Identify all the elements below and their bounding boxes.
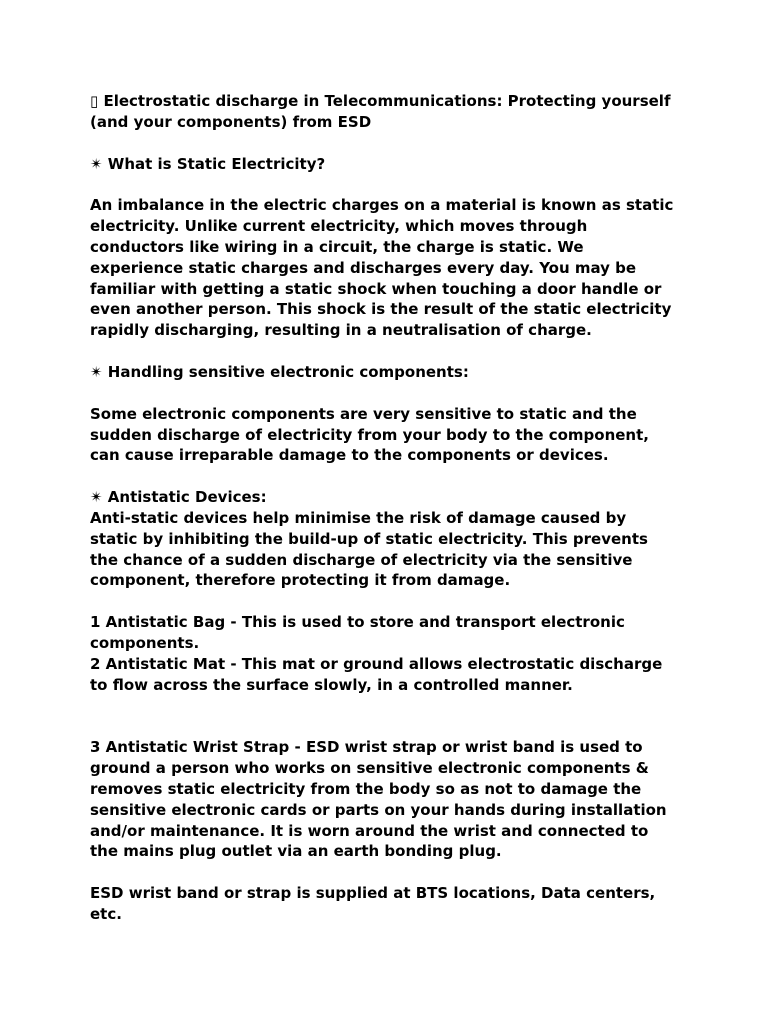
text-line: the chance of a sudden discharge of electricity via the sensitive (90, 550, 633, 569)
text-line: sudden discharge of electricity from your body to the component, (90, 425, 649, 444)
text-line: rapidly discharging, resulting in a neutralisation of charge. (90, 321, 592, 340)
text-line: 2 Antistatic Mat - This mat or ground allows electrostatic discharge (90, 654, 663, 673)
text-line: ✴ Handling sensitive electronic components: (90, 362, 469, 381)
text-line: familiar with getting a static shock when touching a door handle or (90, 279, 662, 298)
text-line: (and your components) from ESD (90, 112, 372, 131)
text-line: components. (90, 633, 200, 652)
text-line: component, therefore protecting it from damage. (90, 571, 511, 590)
blank-line (90, 133, 730, 154)
text-line: conductors like wiring in a circuit, the charge is static. We (90, 237, 584, 256)
text-line: static by inhibiting the build-up of static electricity. This prevents (90, 529, 648, 548)
text-line: electricity. Unlike current electricity, which moves through (90, 217, 588, 236)
text-line: 1 Antistatic Bag - This is used to store and transport electronic (90, 613, 625, 632)
text-line: experience static charges and discharges every day. You may be (90, 258, 637, 277)
text-line: and/or maintenance. It is worn around the wrist and connected to (90, 821, 649, 840)
blank-line (90, 466, 730, 487)
text-line: to flow across the surface slowly, in a controlled manner. (90, 675, 573, 694)
text-line: ✴ What is Static Electricity? (90, 154, 326, 173)
blank-line (90, 174, 730, 195)
text-line: ✴ Antistatic Devices: (90, 488, 267, 507)
blank-line (90, 591, 730, 612)
blank-line (90, 716, 730, 737)
text-line: 3 Antistatic Wrist Strap - ESD wrist strap or wrist band is used to (90, 738, 643, 757)
text-line: An imbalance in the electric charges on a material is known as static (90, 196, 674, 215)
text-line: the mains plug outlet via an earth bonding plug. (90, 842, 502, 861)
blank-line (90, 383, 730, 404)
text-line: Anti-static devices help minimise the risk of damage caused by (90, 508, 627, 527)
text-line: can cause irreparable damage to the components or devices. (90, 446, 609, 465)
text-line: Some electronic components are very sensitive to static and the (90, 404, 637, 423)
text-line: ground a person who works on sensitive electronic components & (90, 759, 649, 777)
blank-line (90, 695, 730, 716)
text-line: removes static electricity from the body so as not to damage the (90, 779, 642, 798)
blank-line (90, 862, 730, 883)
text-line: even another person. This shock is the result of the static electricity (90, 300, 672, 319)
text-line: ESD wrist band or strap is supplied at BTS locations, Data centers, (90, 884, 656, 903)
text-line: ▯ Electrostatic discharge in Telecommunications: Protecting yourself (90, 92, 671, 110)
blank-line (90, 341, 730, 362)
text-line: etc. (90, 904, 122, 923)
document-body (90, 91, 730, 925)
text-line: sensitive electronic cards or parts on your hands during installation (90, 800, 667, 819)
